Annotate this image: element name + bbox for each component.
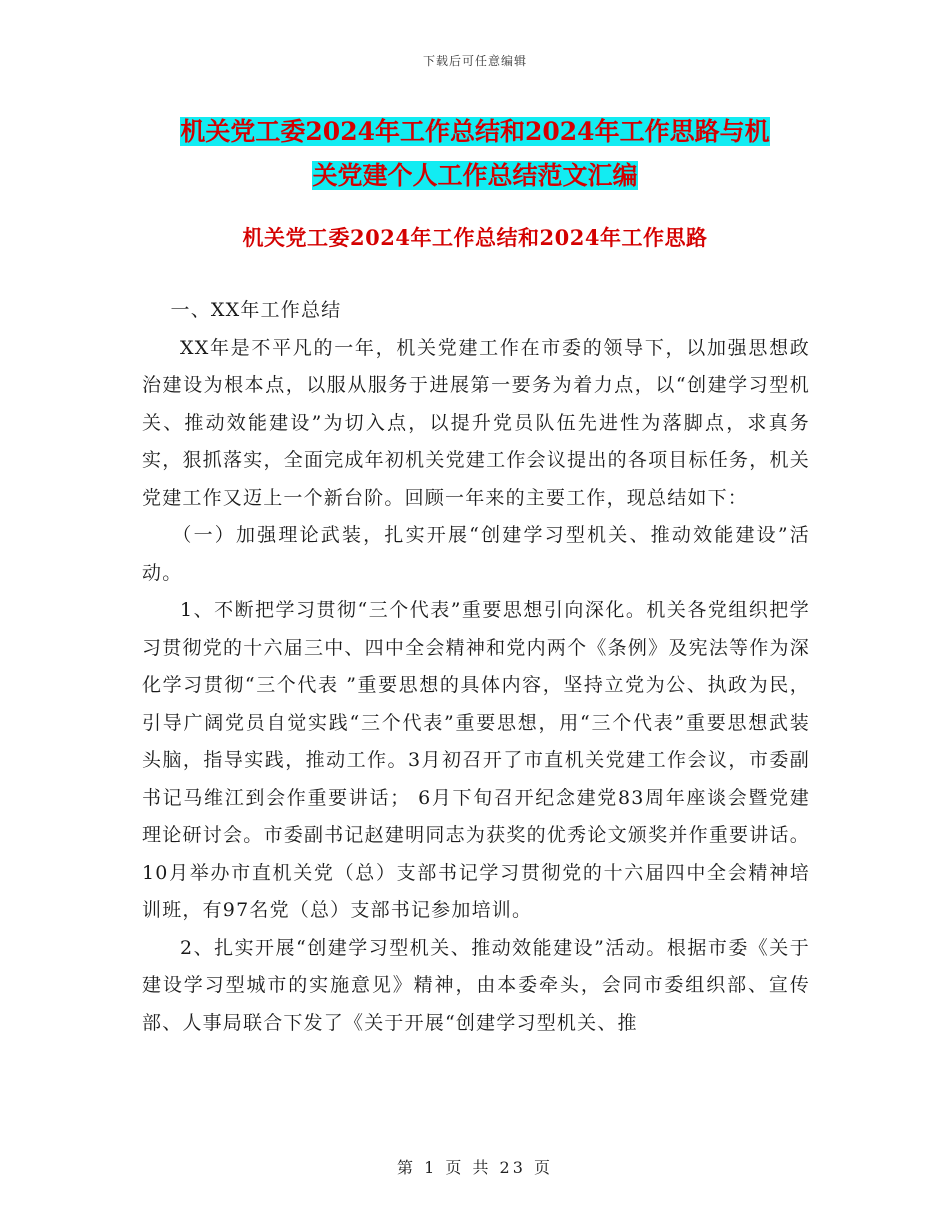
- section-title: 机关党工委2024年工作总结和2024年工作思路: [242, 225, 708, 250]
- title-line-2: 关党建个人工作总结范文汇编: [312, 161, 638, 190]
- document-body: [142, 292, 810, 1042]
- paragraph-section: （一）加强理论武装，扎实开展“创建学习型机关、推动效能建设”活动。: [142, 524, 810, 584]
- title-line-1: 机关党工委2024年工作总结和2024年工作思路与机: [180, 117, 770, 146]
- paragraph: XX年是不平凡的一年，机关党建工作在市委的领导下，以加强思想政治建设为根本点，以服从服务于进展第一要务为着力点，以“创建学习型机关、推动效能建设”为切入点，以提升党员队伍先进性为落脚点，求真务实，狠抓落实，全面完成年初机关党建工作会议提出的各项目标任务，机关党建工作又迈上一个新台阶。回顾一年来的主要工作，现总结如下：: [142, 336, 810, 509]
- page-number: 第 1 页 共 23 页: [397, 1158, 553, 1177]
- paragraph: 1、不断把学习贯彻“三个代表”重要思想引向深化。机关各党组织把学习贯彻党的十六届三中、四中全会精神和党内两个《条例》及宪法等作为深化学习贯彻“三个代表 ”重要思想的具体内容，坚持立党为公、执政为民，引导广阔党员自觉实践“三个代表”重要思想，用“三个代表”重要思想武装头脑，指导实践，推动工作。3月初召开了市直机关党建工作会议，市委副书记马维江到会作重要讲话； 6月下旬召开纪念建党83周年座谈会暨党建理论研讨会。市委副书记赵建明同志为获奖的优秀论文颁奖并作重要讲话。10月举办市直机关党（总）支部书记学习贯彻党的十六届四中全会精神培训班，有97名党（总）支部书记参加培训。: [142, 599, 810, 921]
- paragraph: 2、扎实开展“创建学习型机关、推动效能建设”活动。根据市委《关于建设学习型城市的实施意见》精神，由本委牵头，会同市委组织部、宣传部、人事局联合下发了《关于开展“创建学习型机关、推: [142, 936, 810, 1034]
- document-title: [140, 110, 810, 198]
- paragraph-heading: 一、XX年工作总结: [170, 299, 342, 321]
- header-note: 下载后可任意编辑: [422, 54, 527, 68]
